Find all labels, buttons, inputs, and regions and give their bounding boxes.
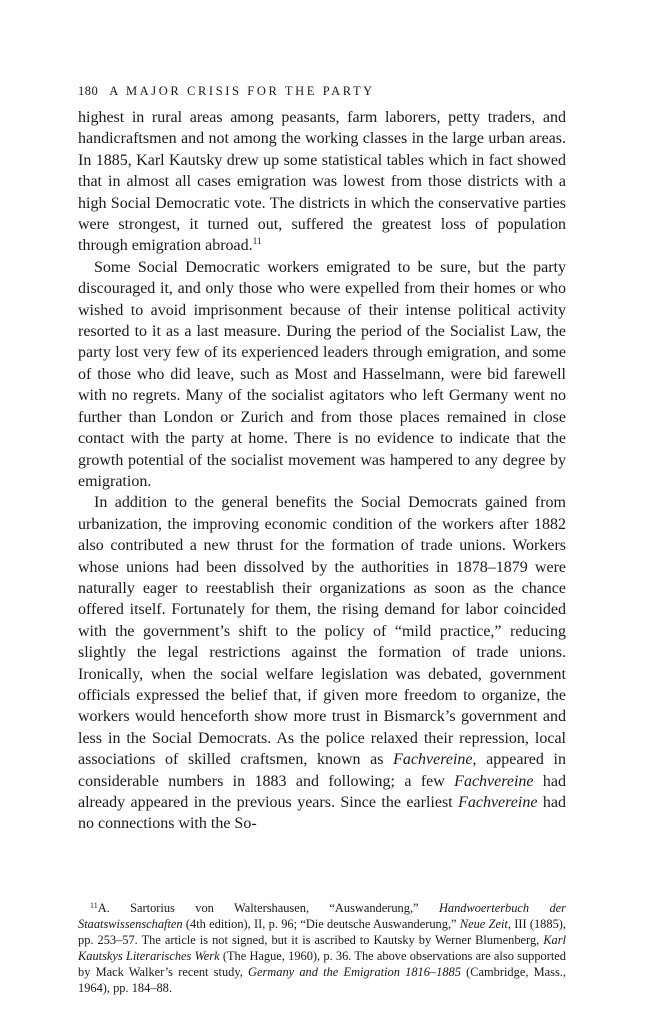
footnote-reference: 11 (252, 237, 262, 248)
italic-term: Fachvereine (454, 772, 534, 790)
page-number: 180 (78, 84, 99, 98)
paragraph-3-text-c: had already appeared in the previous years. Since the earliest (78, 772, 566, 811)
footnote-italic: Neue Zeit, (459, 916, 511, 931)
footnote (78, 901, 566, 996)
footnote-text: (Cambridge, Mass., 1964), pp. 184–88. (78, 964, 566, 995)
body-text (78, 107, 566, 835)
running-head (78, 84, 578, 99)
paragraph-3 (78, 492, 566, 835)
paragraph-3-text-d: had no connections with the So- (78, 794, 566, 833)
footnote-text: (The Hague, 1960), p. 36. The above observations are also supported by Mack Walker’s recent study, (78, 948, 566, 979)
paragraph-2: Some Social Democratic workers emigrated to be sure, but the party discouraged it, and only those who were expelled from their homes or who wished to avoid imprisonment because of their intense political activity resorted to it as a last measure. During the period of the Socialist Law, the party lost very few of its experienced leaders through emigration, and some of those who did leave, such as Most and Hasselmann, were bid farewell with no regrets. Many of the socialist agitators who left Germany went no further than London or Zurich and from those places remained in close contact with the party at home. There is no evidence to indicate that the growth potential of the socialist movement was hampered to any degree by emigration. (78, 258, 566, 490)
footnote-number: 11 (90, 901, 98, 910)
footnote-text: (4th edition), II, p. 96; “Die deutsche Auswanderung,” (182, 916, 460, 931)
paragraph-1-text: highest in rural areas among peasants, farm laborers, petty traders, and handicraftsmen and not among the working classes in the large urban areas. In 1885, Karl Kautsky drew up some statistical tables which in fact showed that in almost all cases emigration was lowest from those districts with a high Social Democratic vote. The districts in which the conservative parties were strongest, it turned out, suffered the greatest loss of population through emigration abroad. (78, 109, 566, 255)
paragraph-3-text-b: , appeared in considerable numbers in 1883 and following; a few (78, 751, 566, 790)
italic-term: Fachvereine (393, 751, 473, 769)
footnote-italic: Karl Kautskys Literarisches Werk (78, 932, 566, 963)
italic-term: Fachvereine (458, 794, 538, 811)
footnote-italic: Germany and the Emigration 1816–1885 (248, 964, 461, 979)
footnote-text: III (1885), pp. 253–57. The article is not signed, but it is ascribed to Kautsky by Werner Blumenberg, (78, 916, 566, 947)
footnote-text: A. Sartorius von Waltershausen, “Auswanderung,” (97, 901, 439, 915)
paragraph-3-text-a: In addition to the general benefits the Social Democrats gained from urbanization, the improving economic condition of the workers after 1882 also contributed a new thrust for the formation of trade unions. Workers whose unions had been dissolved by the authorities in 1878–1879 were naturally eager to reestablish their organizations as soon as the chance offered itself. Fortunately for them, the rising demand for labor coincided with the government’s shift to the policy of “mild practice,” reducing slightly the legal restrictions against the formation of trade unions. Ironically, when the social welfare legislation was debated, government officials expressed the belief that, if given more freedom to organize, the workers would henceforth show more trust in Bismarck’s government and less in the Social Democrats. As the police relaxed their repression, local associations of skilled craftsmen, known as (78, 494, 566, 769)
paragraph-1 (78, 107, 566, 257)
footnote-italic: Handwoerterbuch der Staatswissenschaften (78, 901, 567, 931)
chapter-title: A MAJOR CRISIS FOR THE PARTY (109, 84, 375, 98)
